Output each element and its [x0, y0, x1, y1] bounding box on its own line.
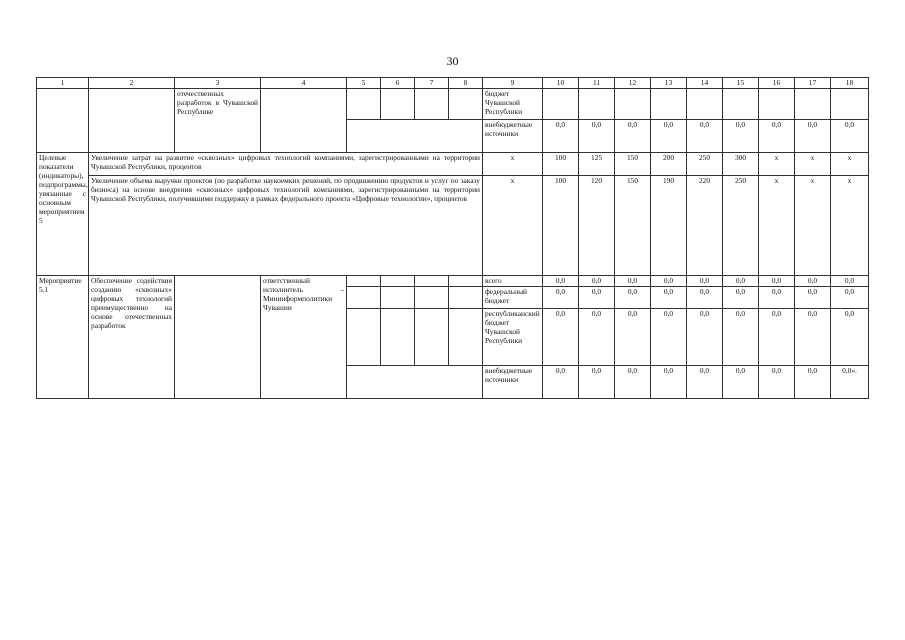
column-header: 17 — [795, 78, 831, 89]
table-row — [37, 176, 869, 276]
value-cell: 125 — [579, 153, 615, 176]
value-cell: 0,0 — [615, 120, 651, 153]
value-cell: 0,0 — [615, 366, 651, 399]
value-cell: 0,0 — [543, 287, 579, 309]
value-cell: 220 — [687, 176, 723, 276]
value-cell: 0,0 — [795, 309, 831, 366]
value-cell: 0,0 — [759, 366, 795, 399]
column-header: 5 — [347, 78, 381, 89]
funding-source: внебюджетные источники — [483, 366, 543, 399]
column-header: 3 — [175, 78, 261, 89]
value-cell: 0,0 — [723, 366, 759, 399]
column-header: 10 — [543, 78, 579, 89]
value-cell: 0,0 — [615, 276, 651, 287]
value-cell: 150 — [615, 176, 651, 276]
value-cell: x — [831, 153, 869, 176]
value-cell: 250 — [687, 153, 723, 176]
column-header: 12 — [615, 78, 651, 89]
column-header: 14 — [687, 78, 723, 89]
program-table — [36, 77, 869, 399]
table-row — [37, 276, 869, 287]
value-cell: 0,0 — [687, 309, 723, 366]
value-cell: 0,0 — [579, 366, 615, 399]
value-cell: 0,0 — [651, 309, 687, 366]
value-cell: 200 — [651, 153, 687, 176]
value-cell: 0,0 — [723, 309, 759, 366]
page-number: 30 — [446, 54, 459, 68]
value-cell: 0,0 — [651, 287, 687, 309]
funding-source: федеральный бюджет — [483, 287, 543, 309]
funding-source: x — [483, 176, 543, 276]
value-cell: 0,0 — [651, 276, 687, 287]
column-header: 7 — [415, 78, 449, 89]
column-header: 16 — [759, 78, 795, 89]
column-header: 9 — [483, 78, 543, 89]
table-row — [37, 89, 869, 120]
column-header: 18 — [831, 78, 869, 89]
value-cell: 0,0 — [795, 287, 831, 309]
value-cell: 0,0 — [723, 287, 759, 309]
value-cell: 0,0 — [651, 120, 687, 153]
value-cell: x — [831, 176, 869, 276]
value-cell: 0,0». — [831, 366, 869, 399]
value-cell: 0,0 — [723, 120, 759, 153]
column-header: 15 — [723, 78, 759, 89]
value-cell: 190 — [651, 176, 687, 276]
value-cell: 0,0 — [687, 120, 723, 153]
value-cell: 0,0 — [543, 309, 579, 366]
column-header: 11 — [579, 78, 615, 89]
value-cell: 0,0 — [579, 276, 615, 287]
value-cell: 0,0 — [579, 120, 615, 153]
value-cell: 0,0 — [831, 287, 869, 309]
funding-source: бюджет Чувашской Республики — [483, 89, 543, 120]
value-cell: 0,0 — [759, 276, 795, 287]
value-cell: 0,0 — [687, 366, 723, 399]
value-cell: 0,0 — [543, 120, 579, 153]
value-cell: 0,0 — [831, 309, 869, 366]
measure-label: Мероприятие 5.1 — [37, 276, 89, 399]
value-cell: 0,0 — [795, 276, 831, 287]
column-header: 4 — [261, 78, 347, 89]
value-cell: 150 — [615, 153, 651, 176]
value-cell: 100 — [543, 153, 579, 176]
value-cell: 300 — [723, 153, 759, 176]
table-row — [37, 153, 869, 176]
header-row — [37, 78, 869, 89]
value-cell: x — [795, 153, 831, 176]
value-cell: x — [759, 153, 795, 176]
value-cell: 0,0 — [759, 120, 795, 153]
column-header: 8 — [449, 78, 483, 89]
targets-label: Целевые показатели (индикаторы), подпрограммы, увязанные с основным мероприятием 5 — [37, 153, 89, 276]
value-cell: 0,0 — [543, 366, 579, 399]
value-cell: 0,0 — [759, 287, 795, 309]
measure-name: Обеспечение содействия созданию «сквозных» цифровых технологий преимущественно на основе отечественных разработок — [89, 276, 175, 399]
funding-source: республиканский бюджет Чувашской Республики — [483, 309, 543, 366]
value-cell: 250 — [723, 176, 759, 276]
value-cell: x — [795, 176, 831, 276]
value-cell: 0,0 — [795, 120, 831, 153]
value-cell: 0,0 — [795, 366, 831, 399]
value-cell: 0,0 — [687, 276, 723, 287]
value-cell: 0,0 — [723, 276, 759, 287]
value-cell: 0,0 — [615, 287, 651, 309]
measure-executor: ответственный исполнитель – Мининформполитики Чувашии — [261, 276, 347, 399]
value-cell: 0,0 — [759, 309, 795, 366]
value-cell: 0,0 — [615, 309, 651, 366]
column-header: 2 — [89, 78, 175, 89]
value-cell: 0,0 — [579, 309, 615, 366]
value-cell: 0,0 — [687, 287, 723, 309]
indicator-text: Увеличение объема выручки проектов (по разработке наукоемких решений, по продвижению продуктов и услуг по заказу бизнеса) на основе внедрения «сквозных» цифровых технологий компаниями, зарегистрированными на территории Чувашской Республики, получившими поддержку в рамках федерального проекта «Цифровые технологии», процентов — [89, 176, 483, 276]
value-cell: 120 — [579, 176, 615, 276]
value-cell: x — [759, 176, 795, 276]
value-cell: 0,0 — [543, 276, 579, 287]
value-cell: 0,0 — [651, 366, 687, 399]
cell-text: отечественных разработок в Чувашской Республике — [175, 89, 261, 153]
column-header: 13 — [651, 78, 687, 89]
column-header: 6 — [381, 78, 415, 89]
funding-source: x — [483, 153, 543, 176]
value-cell: 0,0 — [831, 276, 869, 287]
value-cell: 100 — [543, 176, 579, 276]
value-cell: 0,0 — [831, 120, 869, 153]
funding-source: внебюджетные источники — [483, 120, 543, 153]
column-header: 1 — [37, 78, 89, 89]
indicator-text: Увеличение затрат на развитие «сквозных» цифровых технологий компаниями, зарегистрированными на территории Чувашской Республики, процентов — [89, 153, 483, 176]
value-cell: 0,0 — [579, 287, 615, 309]
funding-source: всего — [483, 276, 543, 287]
